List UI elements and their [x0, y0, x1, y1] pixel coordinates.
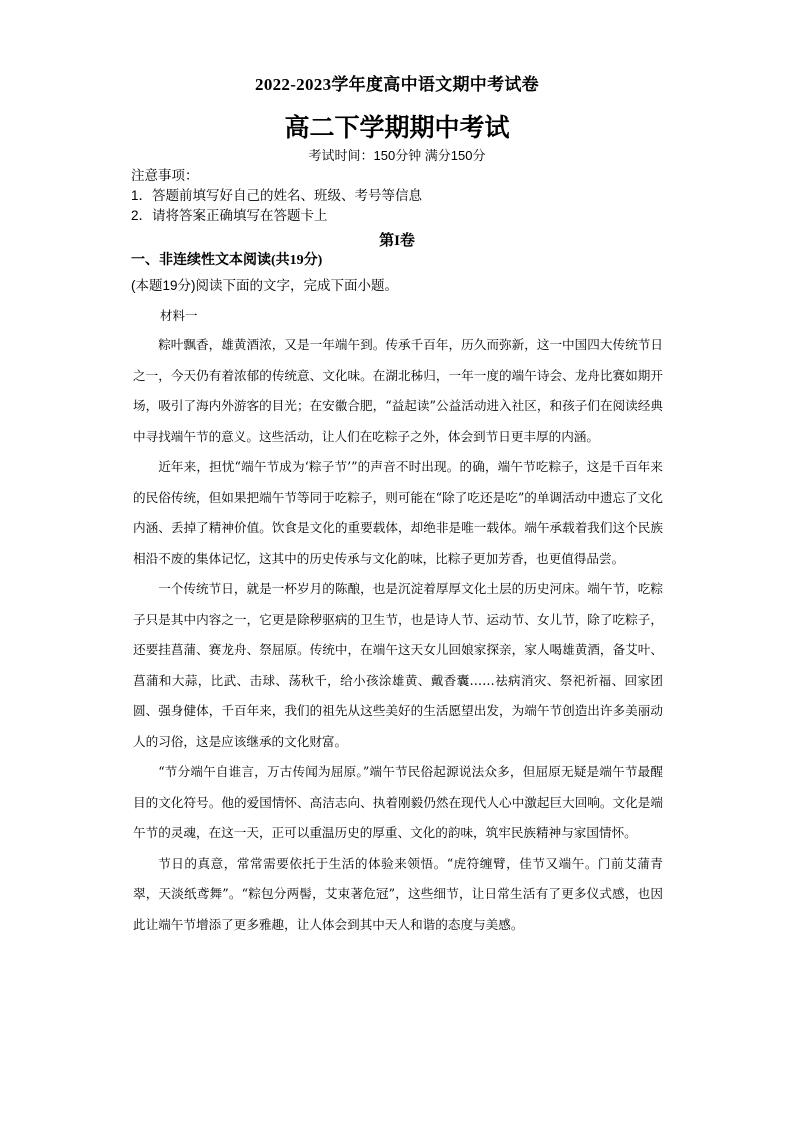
passage-body — [133, 330, 663, 940]
passage-paragraph: “节分端午自谁言，万古传闻为屈原。”端午节民俗起源说法众多，但屈原无疑是端午节最醒目的文化符号。他的爱国情怀、高洁志向、执着刚毅仍然在现代人心中激起巨大回响。文化是端午节的灵魂，在这一天，正可以重温历史的厚重、文化的韵味，筑牢民族精神与家国情怀。 — [133, 764, 663, 840]
exam-subtitle: 高二下学期期中考试 — [284, 115, 510, 142]
notes-heading: 注意事项： — [131, 168, 199, 183]
section-intro: (本题19分)阅读下面的文字，完成下面小题。 — [131, 278, 399, 293]
section-title: 一、非连续性文本阅读(共19分) — [131, 253, 323, 268]
exam-title: 2022-2023学年度高中语文期中考试卷 — [255, 75, 539, 94]
volume-heading: 第I卷 — [379, 233, 415, 249]
notes-block — [131, 166, 671, 226]
passage-paragraph: 节日的真意，常常需要依托于生活的体验来领悟。“虎符缠臂，佳节又端午。门前艾蒲青翠，天淡纸鸢舞”。“粽包分两髻，艾束著危冠”，这些细节，让日常生活有了更多仪式感，也因此让端午节增添了更多雅趣，让人体会到其中天人和谐的态度与美感。 — [133, 855, 663, 932]
passage-paragraph: 粽叶飘香，雄黄酒浓，又是一年端午到。传承千百年，历久而弥新，这一中国四大传统节日之一，今天仍有着浓郁的传统意、文化味。在湖北秭归，一年一度的端午诗会、龙舟比赛如期开场，吸引了海内外游客的目光；在安徽合肥，“益起读”公益活动进入社区，和孩子们在阅读经典中寻找端午节的意义。这些活动，让人们在吃粽子之外，体会到节日更丰厚的内涵。 — [133, 337, 663, 444]
material-label: 材料一 — [160, 308, 198, 323]
passage-paragraph: 近年来，担忧“端午节成为‘粽子节’”的声音不时出现。的确，端午节吃粽子，这是千百年来的民俗传统，但如果把端午节等同于吃粽子，则可能在“除了吃还是吃”的单调活动中遗忘了文化内涵、丢掉了精神价值。饮食是文化的重要载体，却绝非是唯一载体。端午承载着我们这个民族相沿不废的集体记忆，这其中的历史传承与文化韵味，比粽子更加芳香，也更值得品尝。 — [133, 459, 663, 566]
notes-item: 2．请将答案正确填写在答题卡上 — [131, 208, 328, 223]
notes-item: 1．答题前填写好自己的姓名、班级、考号等信息 — [131, 188, 423, 203]
passage-paragraph: 一个传统节日，就是一杯岁月的陈酿，也是沉淀着厚厚文化土层的历史河床。端午节，吃粽子只是其中内容之一，它更是除秽驱病的卫生节，也是诗人节、运动节、女儿节，除了吃粽子，还要挂菖蒲、赛龙舟、祭屈原。传统中，在端午这天女儿回娘家探亲，家人喝雄黄酒，备艾叶、菖蒲和大蒜，比武、击球、荡秋千，给小孩涂雄黄、戴香囊……祛病消灾、祭祀祈福、回家团圆、强身健体，千百年来，我们的祖先从这些美好的生活愿望出发，为端午节创造出许多美丽动人的习俗，这是应该继承的文化财富。 — [133, 581, 663, 749]
exam-time-score: 考试时间：150分钟 满分150分 — [308, 148, 486, 163]
